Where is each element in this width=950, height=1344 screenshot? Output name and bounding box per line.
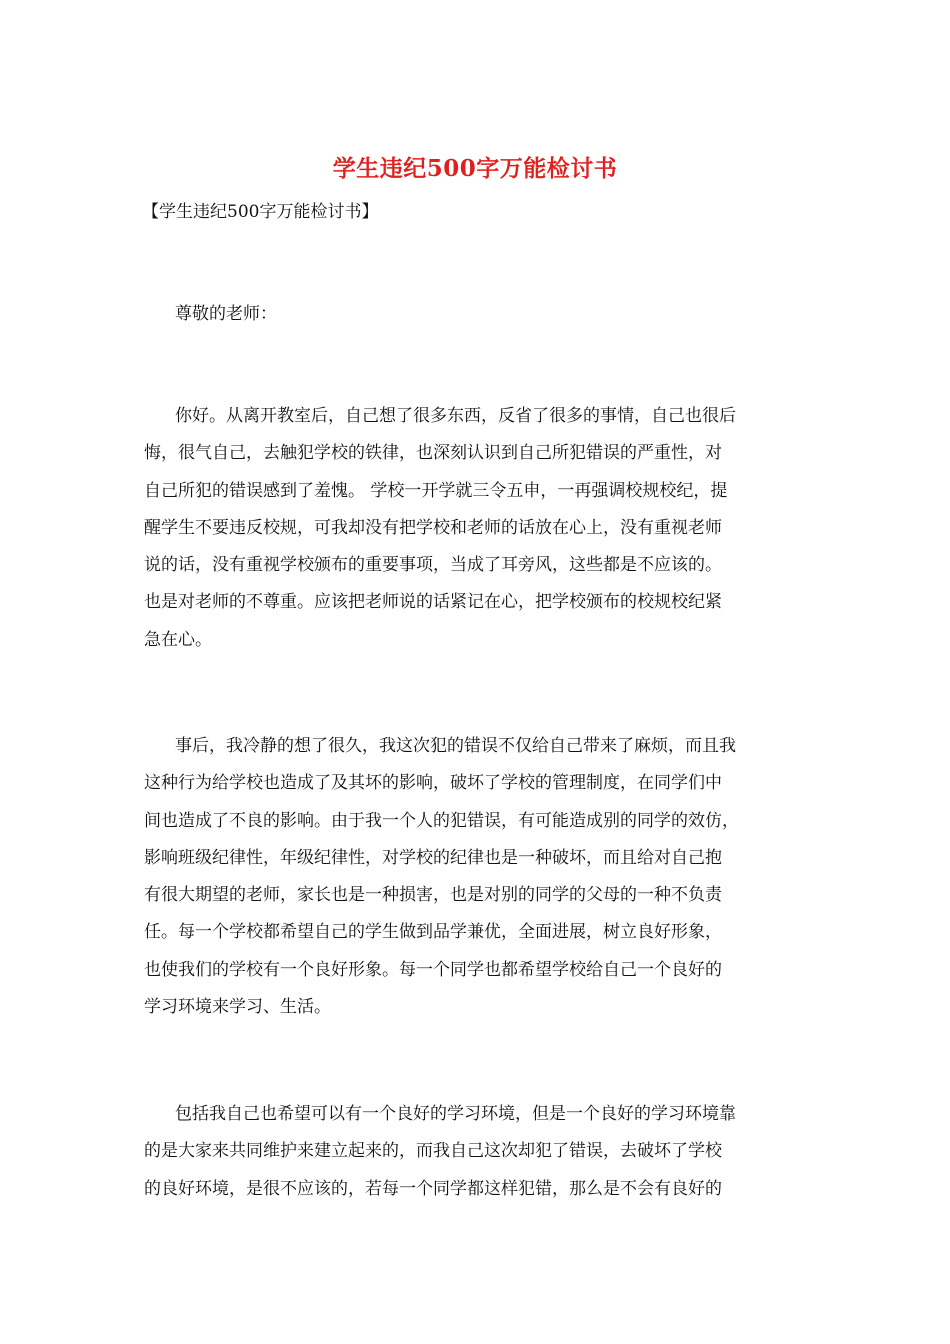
paragraph-1 xyxy=(144,398,814,659)
paragraph-line: 悔，很气自己，去触犯学校的铁律，也深刻认识到自己所犯错误的严重性，对 xyxy=(144,443,722,464)
paragraph-line: 这种行为给学校也造成了及其坏的影响，破坏了学校的管理制度，在同学们中 xyxy=(144,773,722,794)
paragraph-2 xyxy=(144,728,814,1026)
paragraph-line: 的良好环境，是很不应该的，若每一个同学都这样犯错，那么是不会有良好的 xyxy=(144,1178,722,1199)
paragraph-3 xyxy=(144,1096,814,1208)
paragraph-line: 自己所犯的错误感到了羞愧。 学校一开学就三令五申，一再强调校规校纪，提 xyxy=(144,480,728,501)
paragraph-line: 学习环境来学习、生活。 xyxy=(144,997,331,1018)
paragraph-line: 你好。从离开教室后，自己想了很多东西，反省了很多的事情，自己也很后 xyxy=(175,406,736,426)
paragraph-line: 也是对老师的不尊重。应该把老师说的话紧记在心，把学校颁布的校规校纪紧 xyxy=(144,592,722,613)
paragraph-line: 包括我自己也希望可以有一个良好的学习环境，但是一个良好的学习环境靠 xyxy=(175,1104,736,1124)
paragraph-line: 醒学生不要违反校规，可我却没有把学校和老师的话放在心上，没有重视老师 xyxy=(144,517,722,538)
paragraph-line: 影响班级纪律性，年级纪律性，对学校的纪律也是一种破坏，而且给对自己抱 xyxy=(144,847,722,868)
paragraph-line: 急在心。 xyxy=(144,629,212,650)
paragraph-line: 说的话，没有重视学校颁布的重要事项，当成了耳旁风，这些都是不应该的。 xyxy=(144,555,722,576)
paragraph-line: 也使我们的学校有一个良好形象。每一个同学也都希望学校给自己一个良好的 xyxy=(144,959,722,980)
page-title: 学生违纪500字万能检讨书 xyxy=(332,155,618,182)
paragraph-line: 间也造成了不良的影响。由于我一个人的犯错误，有可能造成别的同学的效仿， xyxy=(144,810,739,831)
paragraph-line: 有很大期望的老师，家长也是一种损害，也是对别的同学的父母的一种不负责 xyxy=(144,885,722,906)
salutation: 尊敬的老师： xyxy=(175,304,277,324)
paragraph-line: 事后，我冷静的想了很久，我这次犯的错误不仅给自己带来了麻烦，而且我 xyxy=(175,736,736,756)
document-subtitle: 【学生违纪500字万能检讨书】 xyxy=(142,202,379,222)
paragraph-line: 任。每一个学校都希望自己的学生做到品学兼优，全面进展，树立良好形象， xyxy=(144,922,722,943)
paragraph-line: 的是大家来共同维护来建立起来的，而我自己这次却犯了错误，去破坏了学校 xyxy=(144,1141,722,1162)
